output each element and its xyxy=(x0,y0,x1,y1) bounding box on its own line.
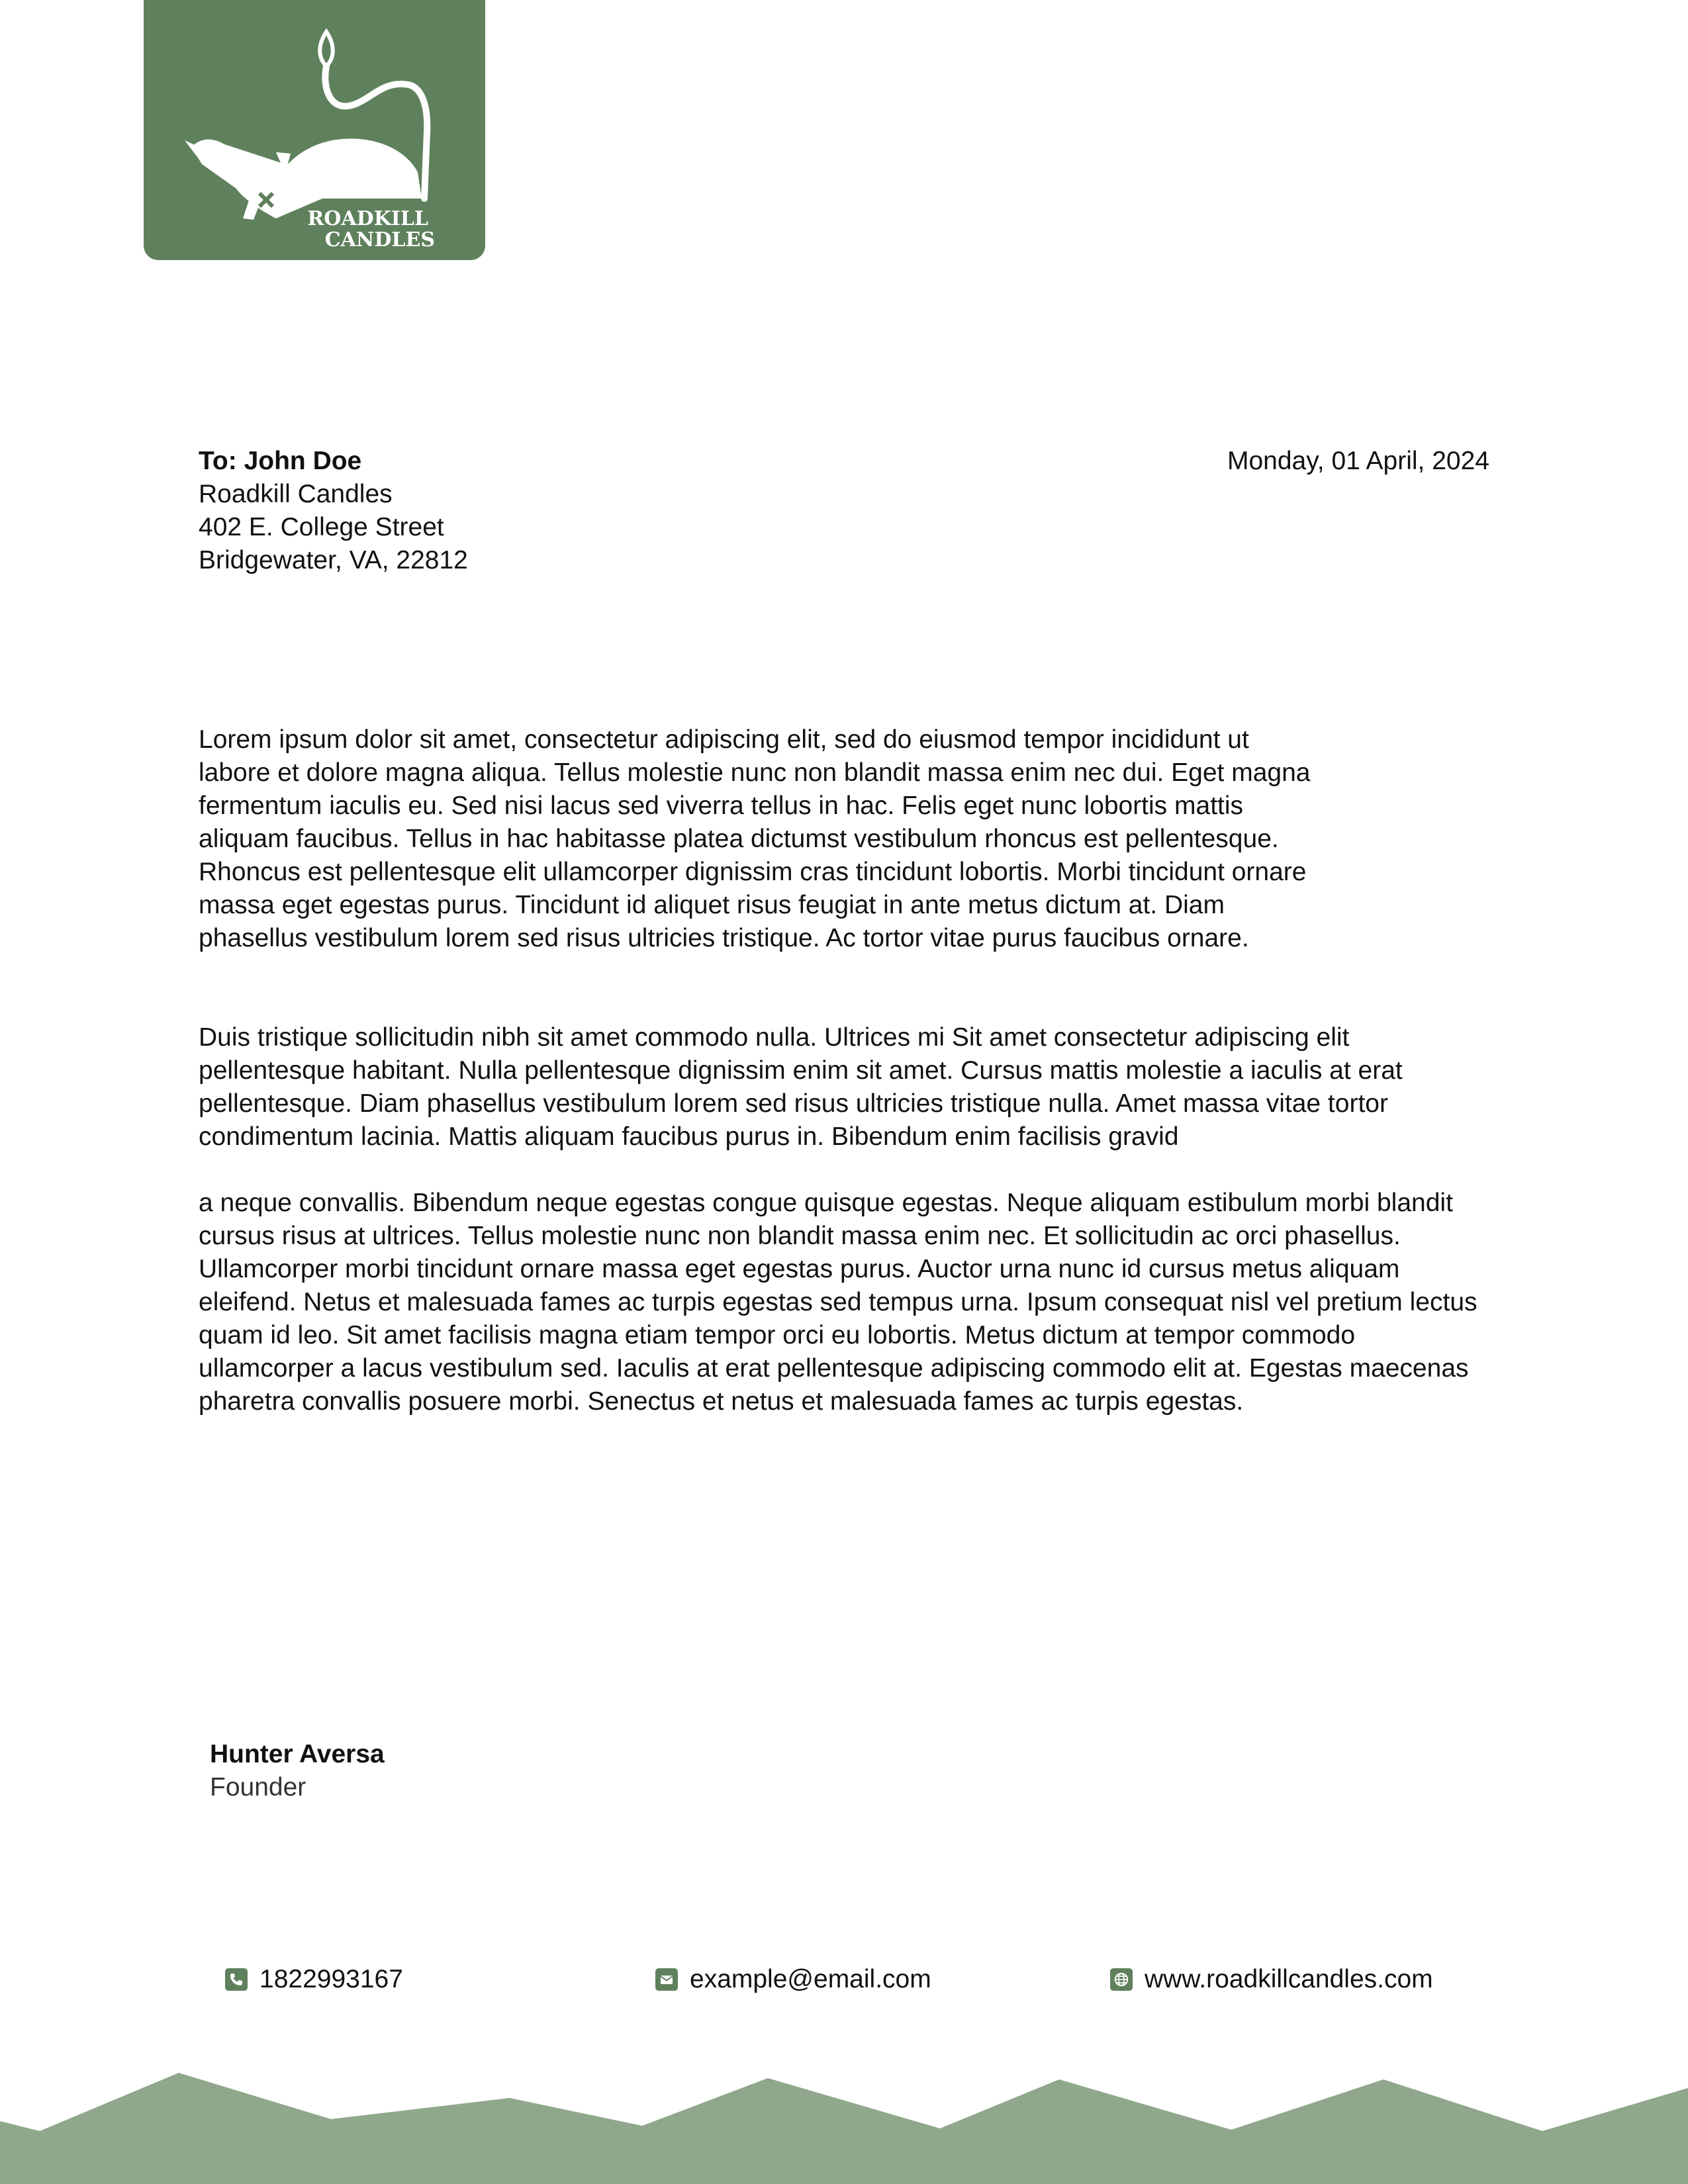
recipient-company: Roadkill Candles xyxy=(199,480,393,508)
logo xyxy=(144,0,485,260)
envelope-icon xyxy=(655,1968,678,1991)
signer-name: Hunter Aversa xyxy=(210,1740,385,1768)
body-paragraph-2: Duis tristique sollicitudin nibh sit amet commodo nulla. Ultrices mi Sit amet consectetur adipiscing elit pellentesque habitant. Nulla pellentesque dignissim enim sit amet. Cursus mattis molestie a iaculis at erat pellentesque. Diam phasellus vestibulum lorem sed risus ultricies tristique nulla. Amet massa vitae tortor condimentum lacinia. Mattis aliquam faucibus purus in. Bibendum enim facilisis gravid xyxy=(199,1023,1403,1151)
website-url[interactable]: www.roadkillcandles.com xyxy=(1145,1965,1433,1993)
recipient-street: 402 E. College Street xyxy=(199,513,444,541)
recipient-city: Bridgewater, VA, 22812 xyxy=(199,546,468,574)
body-paragraph-3: a neque convallis. Bibendum neque egestas congue quisque egestas. Neque aliquam estibulum morbi blandit cursus risus at ultrices. Tellus molestie nunc non blandit massa enim nec. Et sollicitudin ac orci phasellus. Ullamcorper morbi tincidunt ornare massa eget egestas purus. Auctor urna nunc id cursus metus aliquam eleifend. Netus et malesuada fames ac turpis egestas sed tempus urna. Ipsum consequat nisl vel pretium lectus quam id leo. Sit amet facilisis magna etiam tempor orci eu lobortis. Metus dictum at tempor commodo ullamcorper a lacus vestibulum sed. Iaculis at erat pellentesque adipiscing commodo elit at. Egestas maecenas pharetra convallis posuere morbi. Senectus et netus et malesuada fames ac turpis egestas. xyxy=(199,1189,1477,1416)
recipient-name: To: John Doe xyxy=(199,447,362,475)
footer-wave-decoration xyxy=(0,2065,1688,2184)
globe-icon xyxy=(1110,1968,1133,1991)
email-address[interactable]: example@email.com xyxy=(690,1965,931,1993)
logo-wordmark-line2: CANDLES xyxy=(324,228,435,251)
signature-block xyxy=(210,1738,385,1804)
phone-icon xyxy=(225,1968,248,1991)
contact-website[interactable] xyxy=(1110,1963,1433,1996)
signer-title: Founder xyxy=(210,1773,306,1801)
phone-number: 1822993167 xyxy=(259,1965,403,1993)
candle-logo-icon xyxy=(144,0,485,260)
contact-phone xyxy=(225,1963,403,1996)
body-paragraph-1: Lorem ipsum dolor sit amet, consectetur adipiscing elit, sed do eiusmod tempor incididunt ut labore et dolore magna aliqua. Tellus molestie nunc non blandit massa enim nec dui. Eget magna fermentum iaculis eu. Sed nisi lacus sed viverra tellus in hac. Felis eget nunc lobortis mattis aliquam faucibus. Tellus in hac habitasse platea dictumst vestibulum rhoncus est pellentesque. Rhoncus est pellentesque elit ullamcorper dignissim cras tincidunt lobortis. Morbi tincidunt ornare massa eget egestas purus. Tincidunt id aliquet risus feugiat in ante metus dictum at. Diam phasellus vestibulum lorem sed risus ultricies tristique. Ac tortor vitae purus faucibus ornare. xyxy=(199,725,1311,952)
logo-wordmark-line1: ROADKILL xyxy=(307,207,428,230)
recipient-address xyxy=(199,445,468,577)
contact-email[interactable] xyxy=(655,1963,931,1996)
letter-date: Monday, 01 April, 2024 xyxy=(1227,447,1489,475)
